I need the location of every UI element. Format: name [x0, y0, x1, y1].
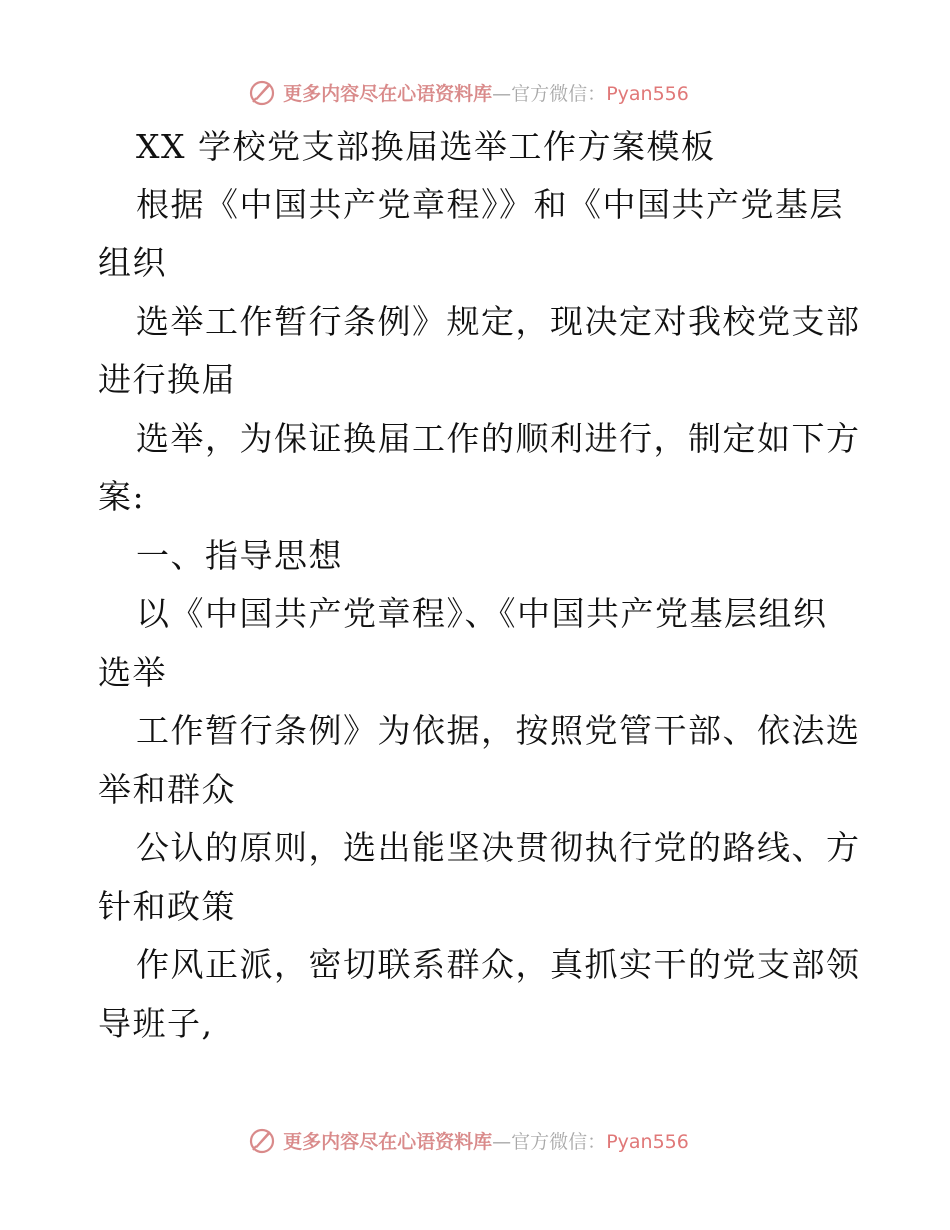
paragraph-line: 工作暂行条例》为依据，按照党管干部、依法选	[136, 711, 861, 750]
quill-logo-icon	[247, 77, 277, 107]
watermark-wechat-id: Pyan556	[606, 1130, 689, 1153]
paragraph-line: 选举，为保证换届工作的顺利进行，制定如下方	[136, 419, 861, 458]
watermark-text	[283, 79, 689, 106]
watermark-separator: —	[492, 82, 512, 105]
watermark-main: 更多内容尽在心语资料库	[283, 82, 493, 105]
watermark-wechat-id: Pyan556	[606, 82, 689, 105]
paragraph-line: 作风正派，密切联系群众，真抓实干的党支部领	[136, 945, 861, 984]
watermark-wechat-label: 官方微信：	[511, 82, 607, 105]
watermark-wechat-label: 官方微信：	[511, 1130, 607, 1153]
section-heading: 一、指导思想	[136, 536, 343, 575]
watermark-text	[283, 1127, 689, 1154]
watermark-separator: —	[492, 1130, 512, 1153]
footer-watermark	[0, 1120, 950, 1160]
paragraph-line: 举和群众	[98, 770, 236, 809]
watermark-main: 更多内容尽在心语资料库	[283, 1130, 493, 1153]
paragraph-line: 选举	[98, 653, 167, 692]
paragraph-line: 案:	[98, 477, 146, 516]
paragraph-line: 导班子,	[98, 1004, 214, 1043]
paragraph-line: 针和政策	[98, 887, 236, 926]
header-watermark	[0, 72, 950, 112]
paragraph-line: 以《中国共产党章程》、《中国共产党基层组织	[136, 594, 828, 633]
paragraph-line: 组织	[98, 243, 167, 282]
quill-logo-icon	[247, 1125, 277, 1155]
paragraph-line: 根据《中国共产党章程》》和《中国共产党基层	[136, 185, 844, 224]
paragraph-line: 公认的原则，选出能坚决贯彻执行党的路线、方	[136, 828, 861, 867]
paragraph-line: 进行换届	[98, 360, 236, 399]
document-title: XX 学校党支部换届选举工作方案模板	[136, 127, 716, 166]
paragraph-line: 选举工作暂行条例》规定，现决定对我校党支部	[136, 302, 861, 341]
